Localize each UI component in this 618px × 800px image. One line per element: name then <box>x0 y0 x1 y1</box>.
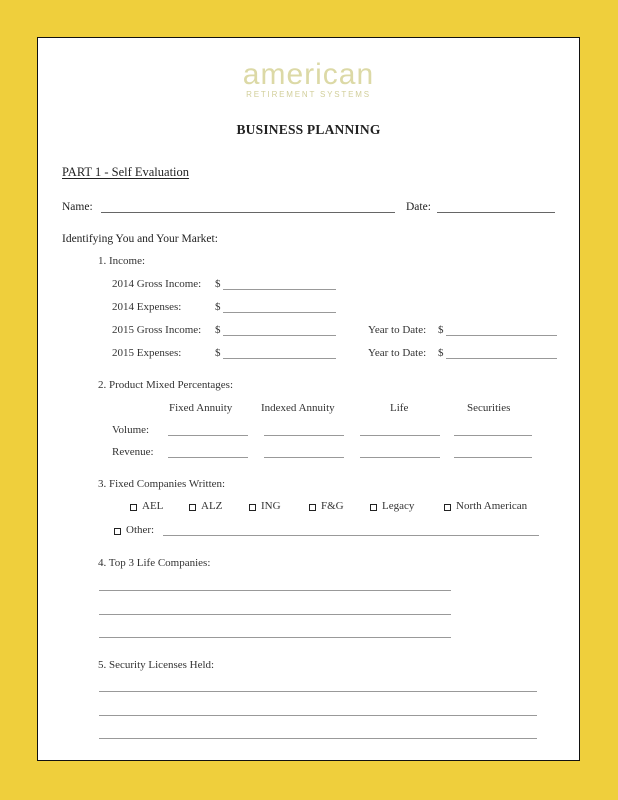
expenses-2015-field[interactable] <box>223 358 336 359</box>
checkbox-alz[interactable] <box>189 504 196 511</box>
income-2015-field[interactable] <box>223 335 336 336</box>
expenses-2015-label: 2015 Expenses: <box>112 347 182 359</box>
life-company-field-3[interactable] <box>99 637 451 638</box>
life-company-field-2[interactable] <box>99 614 451 615</box>
name-field[interactable] <box>101 212 395 213</box>
q5-label: 5. Security Licenses Held: <box>98 659 215 671</box>
name-label: Name: <box>62 201 93 213</box>
col-life: Life <box>390 402 409 414</box>
form-page <box>37 37 580 761</box>
expenses-2014-label: 2014 Expenses: <box>112 301 182 313</box>
volume-securities-field[interactable] <box>454 435 532 436</box>
volume-indexed-field[interactable] <box>264 435 344 436</box>
checkbox-ing[interactable] <box>249 504 256 511</box>
life-company-field-1[interactable] <box>99 590 451 591</box>
revenue-label: Revenue: <box>112 446 154 458</box>
ytd-income-field[interactable] <box>446 335 557 336</box>
date-label: Date: <box>406 201 431 213</box>
revenue-indexed-field[interactable] <box>264 457 344 458</box>
logo-sub-text: RETIREMENT SYSTEMS <box>246 90 371 99</box>
ytd-expenses-label: Year to Date: <box>368 347 427 359</box>
volume-label: Volume: <box>112 424 150 436</box>
checkbox-ael-label: AEL <box>142 500 164 512</box>
ytd-expenses-field[interactable] <box>446 358 557 359</box>
q2-label: 2. Product Mixed Percentages: <box>98 379 234 391</box>
q3-label: 3. Fixed Companies Written: <box>98 478 226 490</box>
q1-label: 1. Income: <box>98 255 146 267</box>
ytd-income-label: Year to Date: <box>368 324 427 336</box>
revenue-securities-field[interactable] <box>454 457 532 458</box>
income-2015-label: 2015 Gross Income: <box>112 324 202 336</box>
date-field[interactable] <box>437 212 555 213</box>
page-title: BUSINESS PLANNING <box>236 122 381 137</box>
expenses-2014-field[interactable] <box>223 312 336 313</box>
revenue-life-field[interactable] <box>360 457 440 458</box>
part-heading: PART 1 - Self Evaluation <box>62 165 190 179</box>
checkbox-legacy[interactable] <box>370 504 377 511</box>
checkbox-legacy-label: Legacy <box>382 500 415 512</box>
logo-main-text: american <box>242 58 375 91</box>
license-field-2[interactable] <box>99 715 537 716</box>
volume-life-field[interactable] <box>360 435 440 436</box>
checkbox-other-label: Other: <box>126 524 155 536</box>
expenses-2014-dollar: $ <box>215 301 221 313</box>
expenses-2015-dollar: $ <box>215 347 221 359</box>
section-heading: Identifying You and Your Market: <box>62 233 218 245</box>
income-2014-label: 2014 Gross Income: <box>112 278 202 290</box>
col-securities: Securities <box>467 402 511 414</box>
checkbox-north-american[interactable] <box>444 504 451 511</box>
checkbox-ing-label: ING <box>261 500 281 512</box>
logo <box>38 60 579 99</box>
q4-label: 4. Top 3 Life Companies: <box>98 557 211 569</box>
license-field-3[interactable] <box>99 738 537 739</box>
income-2014-dollar: $ <box>215 278 221 290</box>
other-companies-field[interactable] <box>163 535 539 536</box>
license-field-1[interactable] <box>99 691 537 692</box>
checkbox-alz-label: ALZ <box>201 500 223 512</box>
income-2015-dollar: $ <box>215 324 221 336</box>
ytd-expenses-dollar: $ <box>438 347 444 359</box>
checkbox-ael[interactable] <box>130 504 137 511</box>
volume-fixed-field[interactable] <box>168 435 248 436</box>
revenue-fixed-field[interactable] <box>168 457 248 458</box>
income-2014-field[interactable] <box>223 289 336 290</box>
col-fixed-annuity: Fixed Annuity <box>169 402 233 414</box>
checkbox-north-american-label: North American <box>456 500 528 512</box>
checkbox-other[interactable] <box>114 528 121 535</box>
checkbox-fg[interactable] <box>309 504 316 511</box>
ytd-income-dollar: $ <box>438 324 444 336</box>
col-indexed-annuity: Indexed Annuity <box>261 402 335 414</box>
checkbox-fg-label: F&G <box>321 500 344 512</box>
